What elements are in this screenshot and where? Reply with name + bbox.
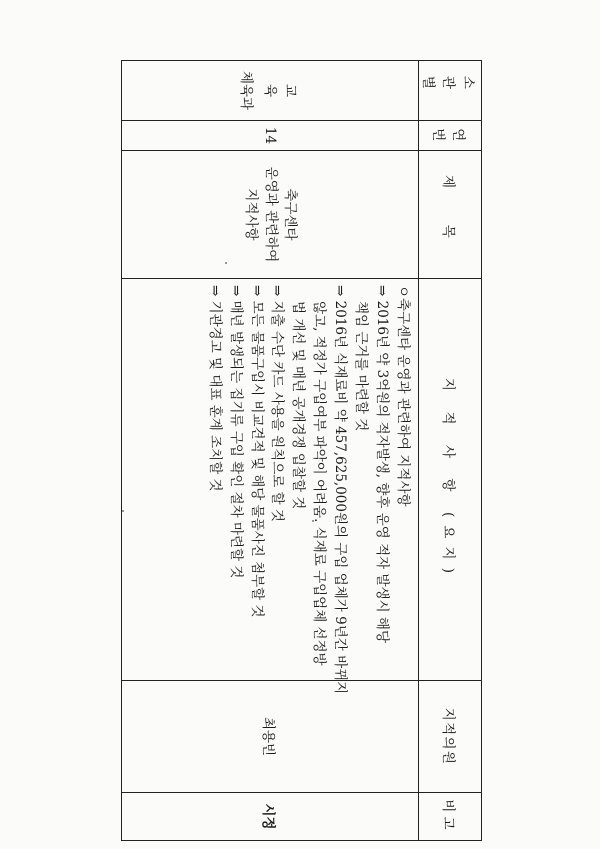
subject-line2: 운영과 관련하여 [262, 166, 279, 263]
details-item-continued: 않고, 적정가 구입여부 파악이 어려움. 식재료 구입업체 선정방 [311, 301, 328, 666]
subject-line1: 축구센타 [282, 188, 299, 241]
details-cell [122, 279, 419, 695]
header-number: 연번 [419, 121, 482, 151]
details-item-continued: 법 개선 및 매년 공개경쟁 입찰할 것 [290, 301, 307, 510]
details-item: ⇒ 매년 발생되는 집기류 구입 확인 절차 마련할 것 [227, 285, 244, 579]
details-item-continued: 책임 근거를 마련할 것 [353, 301, 370, 432]
details-item: ⇒ 지출 수단 카드 사용을 원칙으로 할 것 [269, 285, 286, 522]
details-heading: ㅇ축구센타 운영과 관련하여 지적사항 [395, 285, 411, 507]
department-line2: 체육과 [238, 70, 254, 111]
remarks-cell: 시정 [122, 793, 419, 841]
details-item: ⇒ 모든 물품구입시 비교견적 및 해당 물품사진 첨부할 것 [248, 285, 265, 618]
details-item: ⇒ 기관경고 및 대표 훈계 조치할 것 [206, 285, 223, 492]
header-member: 지적의원 [419, 681, 482, 793]
subject-cell [122, 151, 419, 279]
header-details: 지 적 사 항 (요지) [419, 279, 482, 681]
details-item: ⇒ 2016년 식재료비 약 457,625,000원의 구입 업체가 9년간 바뀌지 [332, 285, 349, 695]
header-department: 소 관 별 [419, 61, 482, 121]
header-subject: 제 목 [419, 151, 482, 279]
audit-findings-table [121, 60, 482, 841]
department-cell [122, 61, 419, 121]
member-cell: 최용빈 [122, 681, 419, 793]
department-line1: 교 육 [262, 83, 298, 108]
subject-line3: 지적사항 [243, 188, 260, 241]
number-cell: 14 [122, 121, 419, 151]
header-remarks: 비고 [419, 793, 482, 841]
details-item: ⇒ 2016년 약 3억원의 적자발생, 향후 운영 적자 발생시 해당 [374, 285, 391, 643]
table-row [122, 61, 419, 841]
header-row [419, 61, 482, 841]
